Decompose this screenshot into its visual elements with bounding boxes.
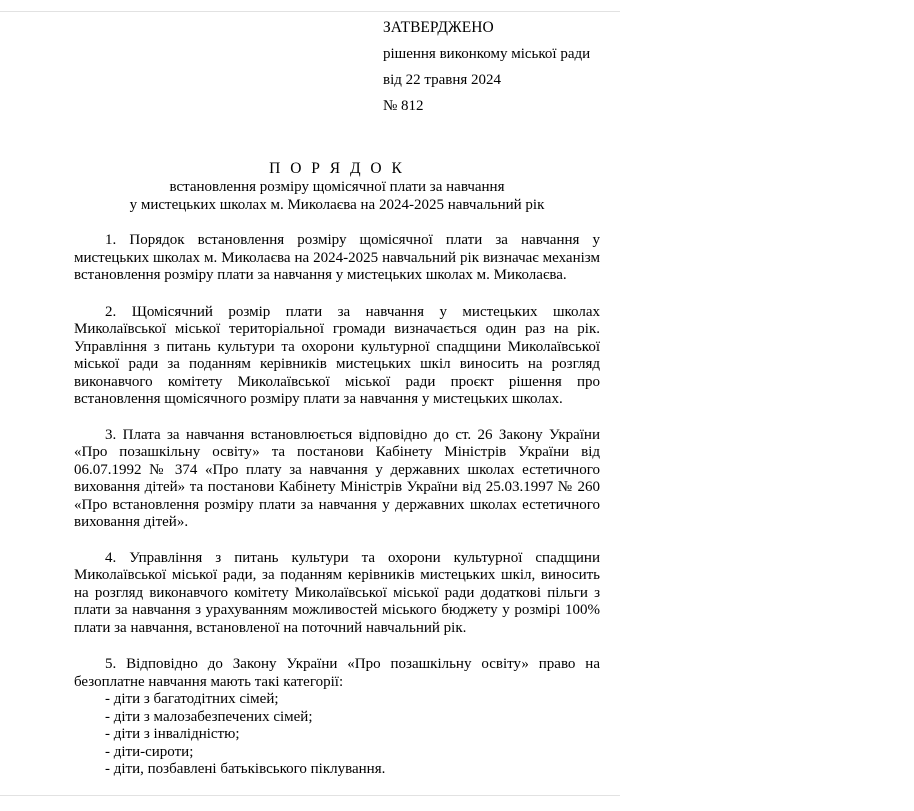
approval-title: ЗАТВЕРДЖЕНО (383, 19, 494, 36)
list-item: - діти з інвалідністю; (105, 726, 240, 742)
document-subtitle-line-2: у мистецьких школах м. Миколаєва на 2024-2025 навчальний рік (129, 197, 545, 213)
free-education-categories-list (74, 691, 600, 779)
paragraph-3: 3. Плата за навчання встановлюється відповідно до ст. 26 Закону України «Про позашкільну освіту» та постанови Кабінету Міністрів України від 06.07.1992 № 374 «Про плату за навчання у державних школах естетичного виховання дітей» та постанови Кабінету Міністрів України від 25.03.1997 № 260 «Про встановлення розміру плати за навчання у державних школах естетичного виховання дітей». (74, 426, 600, 530)
paragraph-2: 2. Щомісячний розмір плати за навчання у мистецьких школах Миколаївської міської територіальної громади визначається один раз на рік. Управління з питань культури та охорони культурної спадщини Миколаївської міської ради за поданням керівників мистецьких шкіл виносить на розгляд виконавчого комітету Миколаївської міської ради проєкт рішення про встановлення щомісячного розміру плати за навчання у мистецьких школах. (74, 303, 600, 407)
paragraph-5: 5. Відповідно до Закону України «Про позашкільну освіту» право на безоплатне навчання мають такі категорії: (74, 656, 600, 690)
document-body (74, 232, 600, 779)
paragraph-4: 4. Управління з питань культури та охорони культурної спадщини Миколаївської міської ради, за поданням керівників мистецьких шкіл, виносить на розгляд виконавчого комітету Миколаївської міської ради додаткові пільги з плати за навчання з урахуванням можливостей міського бюджету у розмірі 100% плати за навчання, встановленої на поточний навчальний рік. (74, 549, 600, 636)
document-title: П О Р Я Д О К (269, 160, 405, 177)
approval-block (383, 19, 590, 123)
approval-date: від 22 травня 2024 (383, 72, 502, 88)
document-heading (74, 160, 600, 214)
list-item: - діти-сироти; (105, 743, 194, 760)
list-item: - діти з багатодітних сімей; (105, 691, 279, 707)
paragraph-1: 1. Порядок встановлення розміру щомісячної плати за навчання у мистецьких школах м. Миколаєва на 2024-2025 навчальний рік визначає механізм встановлення розміру плати за навчання у мистецьких школах м. Миколаєва. (74, 232, 600, 283)
list-item: - діти з малозабезпечених сімей; (105, 708, 313, 725)
approval-number: № 812 (383, 98, 424, 114)
page-bottom-border (0, 795, 620, 796)
page-top-border (0, 11, 620, 12)
approval-decision: рішення виконкому міської ради (383, 46, 591, 62)
document-subtitle-line-1: встановлення розміру щомісячної плати за навчання (169, 179, 505, 195)
list-item: - діти, позбавлені батьківського піклування. (105, 761, 386, 777)
